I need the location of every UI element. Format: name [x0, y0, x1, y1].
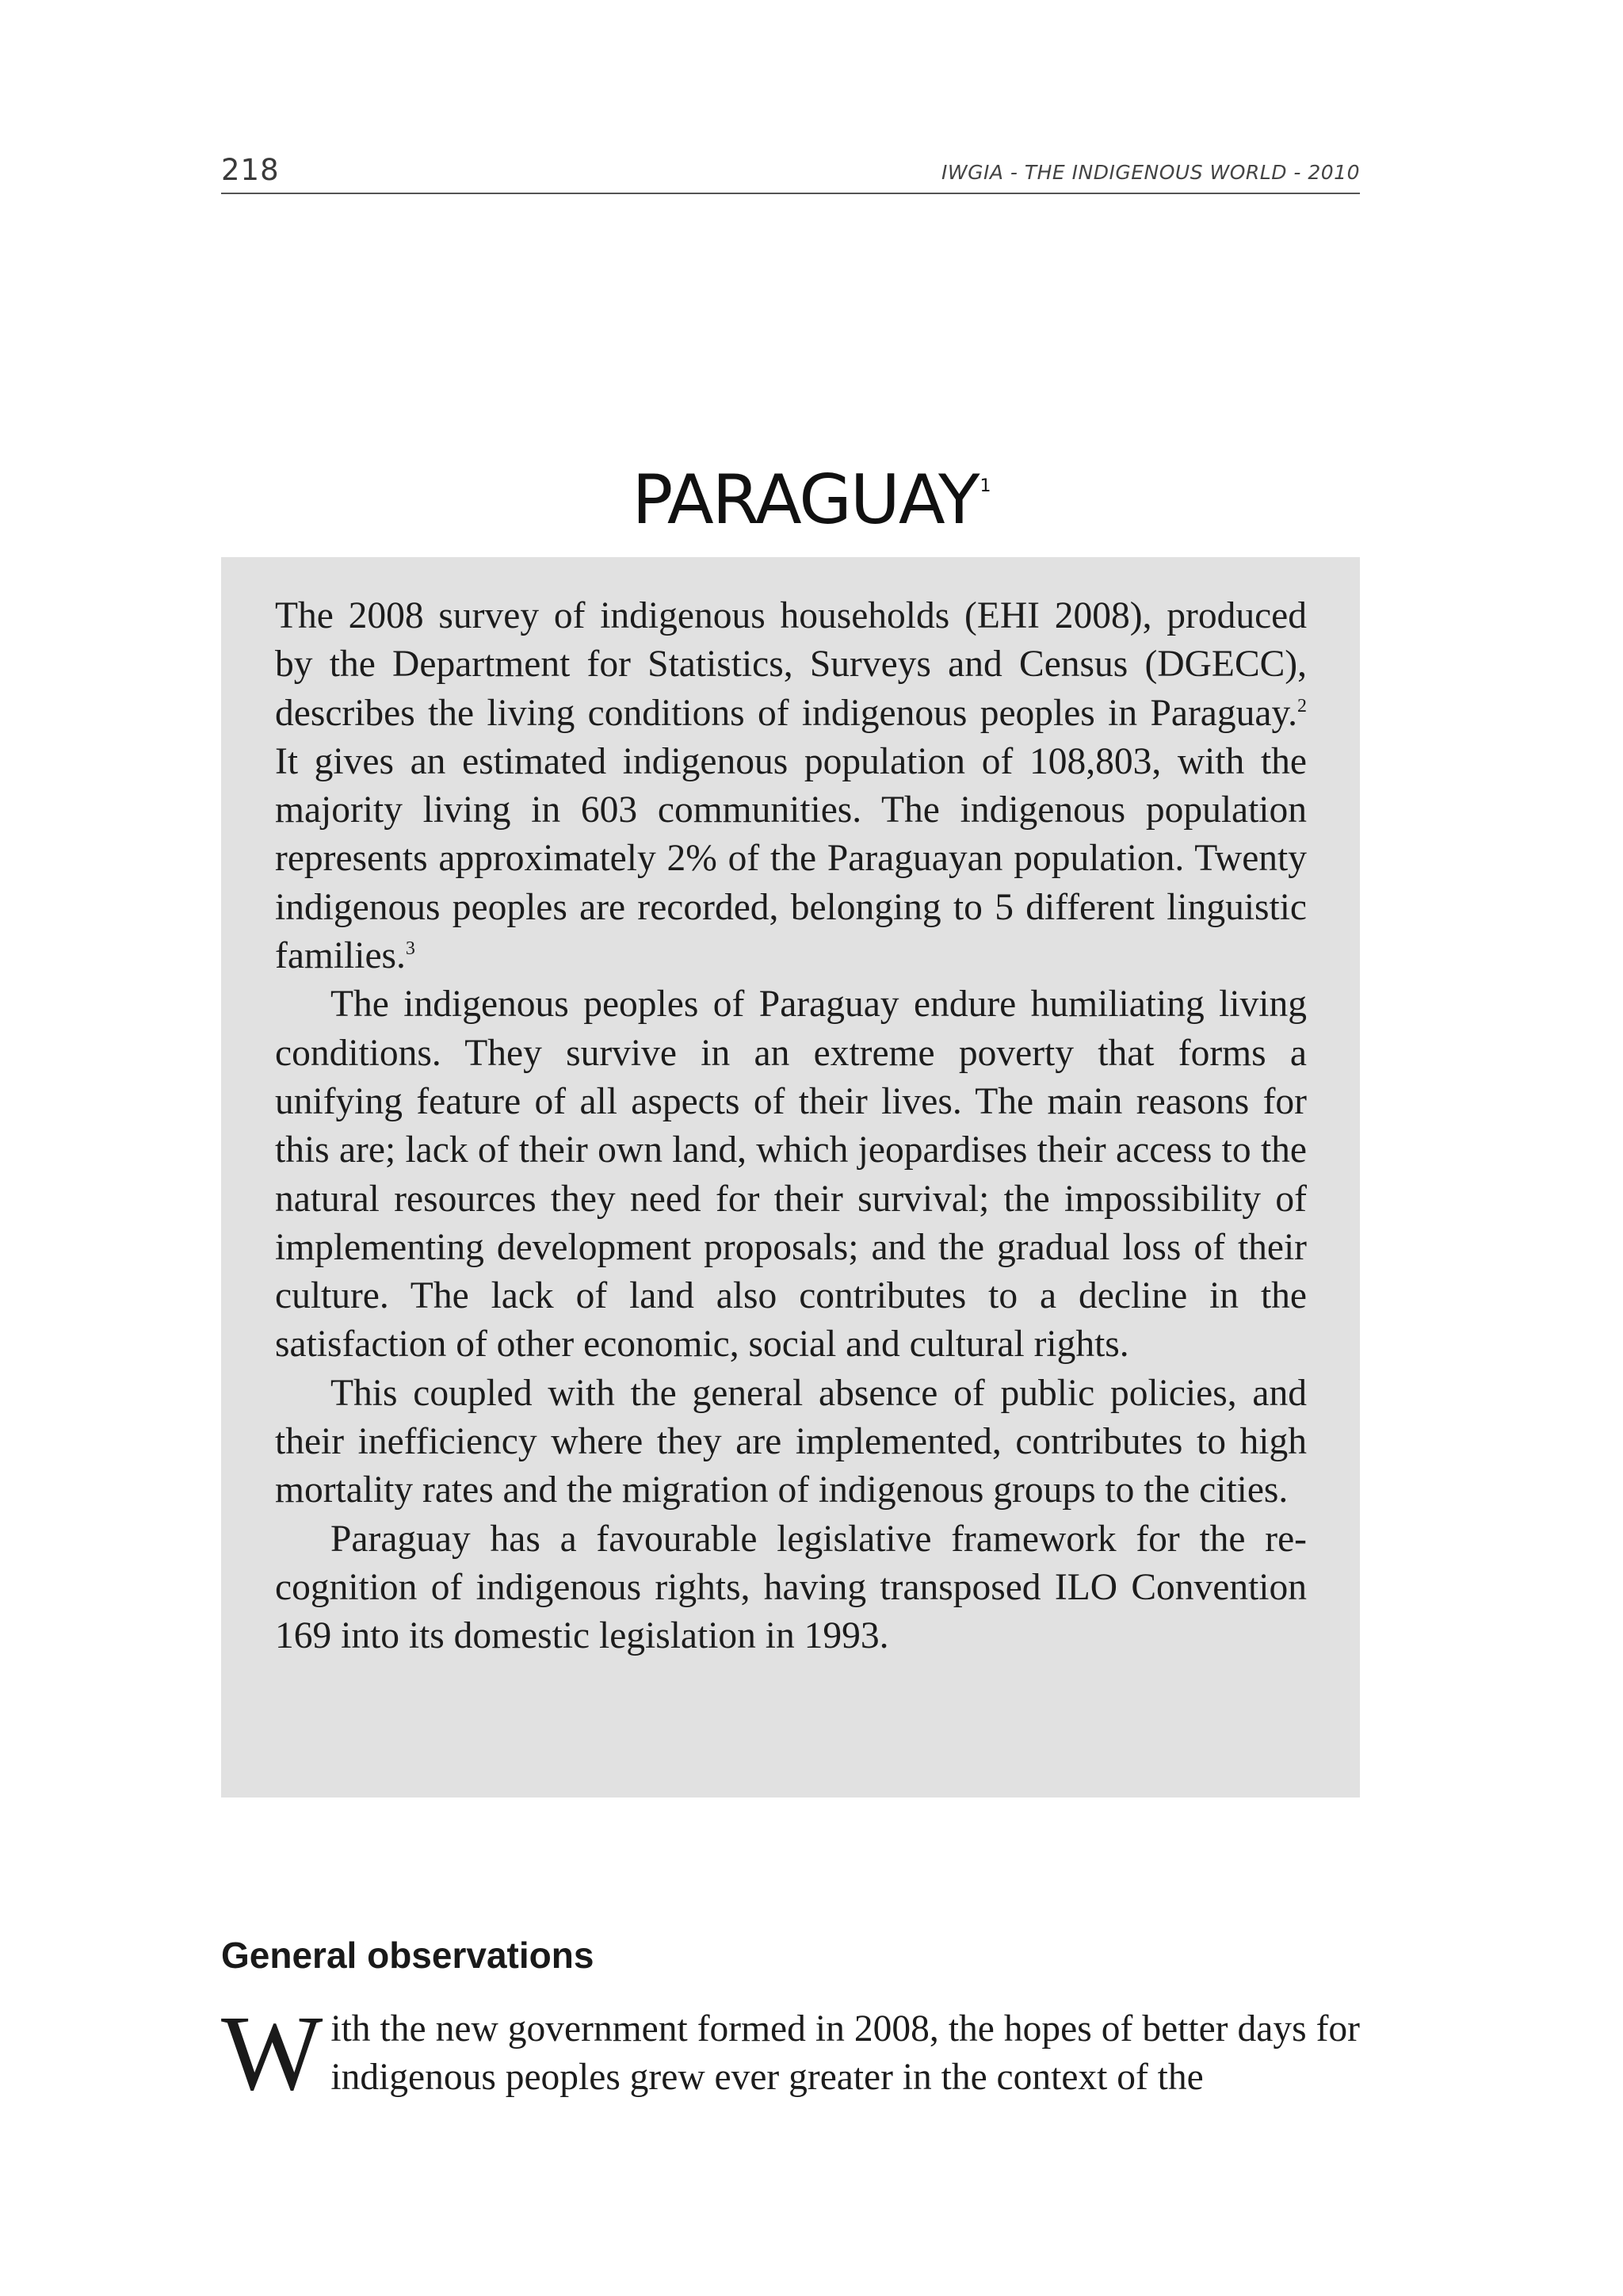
running-header: IWGIA - THE INDIGENOUS WORLD - 2010 [941, 161, 1360, 184]
page-title [0, 460, 1623, 540]
summary-paragraph-4: Paraguay has a favourable legislative framework for the recognition of indigenous rights, having transposed ILO Convention 169 into its domestic legislation in 1993. [275, 1518, 1307, 1657]
summary-p1-part-a: The 2008 survey of indigenous households (EHI 2008), produced by the Department for Statistics, Surveys and Census (DGECC), describes the living conditions of indigenous peoples in Paraguay. [275, 595, 1307, 734]
summary-paragraph-2: The indigenous peoples of Paraguay endure humiliating living conditions. They survive in an extreme poverty that forms a unifying feature of all aspects of their lives. The main reasons for this are; lack of their own land, which jeopardises their access to the natural resources they need for their survival; the impossibility of implementing development proposals; and the gradual loss of their culture. The lack of land also contributes to a decline in the satisfaction of other economic, social and cultural rights. [275, 984, 1307, 1366]
section-heading: General observations [221, 1935, 594, 1977]
summary-text [275, 592, 1307, 1661]
body-text [221, 1994, 1360, 2113]
title-text: PARAGUAY [632, 460, 979, 540]
summary-paragraph-3: This coupled with the general absence of public policies, and their inefficiency where they are implemented, contributes to high mortality rates and the migration of indigenous groups to the cities. [275, 1372, 1307, 1511]
body-paragraph-1 [221, 1994, 1360, 2113]
header-divider [221, 193, 1360, 194]
page-number: 218 [221, 153, 280, 187]
footnote-ref-3: 3 [405, 938, 415, 960]
title-footnote-ref: 1 [980, 476, 991, 496]
summary-p1-part-b: It gives an estimated indigenous population of 108,803, with the majority living in 603 communities. The indigenous population represents approximately 2% of the Paraguayan population. Twenty indigenous peoples are recorded, belonging to 5 different linguistic families. [275, 740, 1307, 977]
drop-cap: W [221, 1994, 323, 2113]
body-paragraph-1-text: ith the new government formed in 2008, the hopes of better days for indigenous peoples grew ever greater in the context of the [330, 2008, 1360, 2099]
summary-paragraph-1 [275, 592, 1307, 980]
footnote-ref-2: 2 [1297, 695, 1307, 716]
